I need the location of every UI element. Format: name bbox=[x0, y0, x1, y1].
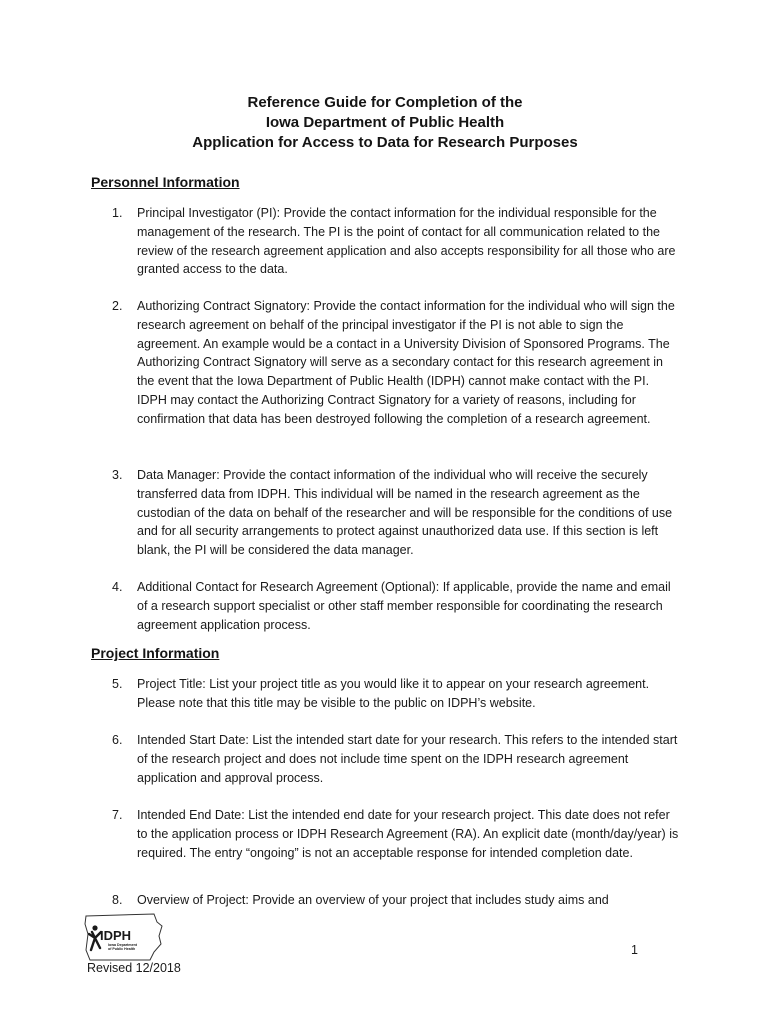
item-number: 3. bbox=[112, 468, 123, 482]
title-line: Application for Access to Data for Research Purposes bbox=[192, 134, 578, 151]
logo-subtext: Iowa Department bbox=[108, 943, 137, 947]
item-number: 5. bbox=[112, 677, 123, 691]
item-number: 4. bbox=[112, 580, 123, 594]
list-item bbox=[112, 675, 682, 713]
document-title bbox=[0, 93, 770, 153]
title-line: Iowa Department of Public Health bbox=[265, 114, 505, 131]
logo-subtext: of Public Health bbox=[108, 947, 136, 951]
list-item bbox=[112, 578, 682, 634]
item-text: Intended End Date: List the intended end date for your research project. This date does not refer to the application process or IDPH Research Agreement (RA). An explicit date (month/day/year) is required. The entry “ongoing” is not an acceptable response for intended completion date. bbox=[137, 808, 679, 860]
item-text: Authorizing Contract Signatory: Provide the contact information for the individual who will sign the research agreement on behalf of the principal investigator if the PI is not able to sign the agreement. An example would be a contact in a University Division of Sponsored Programs. The Authorizing Contract Signatory will serve as a secondary contact for this research agreement in the event that the Iowa Department of Public Health (IDPH) cannot make contact with the PI. IDPH may contact the Authorizing Contract Signatory for a variety of reasons, including for confirmation that data has been destroyed following the completion of a research agreement. bbox=[137, 299, 675, 426]
list-item bbox=[112, 466, 682, 560]
idph-logo bbox=[84, 910, 164, 962]
list-item bbox=[112, 731, 682, 787]
section-heading-project: Project Information bbox=[91, 645, 220, 661]
item-text: Overview of Project: Provide an overview of your project that includes study aims and bbox=[137, 893, 609, 907]
item-number: 6. bbox=[112, 733, 123, 747]
item-text: Additional Contact for Research Agreement (Optional): If applicable, provide the name and email of a research support specialist or other staff member responsible for coordinating the research agreement application process. bbox=[137, 580, 671, 632]
list-item bbox=[112, 806, 682, 862]
revised-date: Revised 12/2018 bbox=[87, 961, 181, 975]
list-item bbox=[112, 891, 682, 910]
item-text: Data Manager: Provide the contact information of the individual who will receive the securely transferred data from IDPH. This individual will be named in the research agreement as the custodian of the data on behalf of the researcher and will be responsible for the conditions of use and for all security arrangements to protect against unauthorized data use. If this section is left blank, the PI will be considered the data manager. bbox=[137, 468, 673, 558]
item-number: 7. bbox=[112, 808, 123, 822]
list-item bbox=[112, 297, 682, 429]
item-number: 2. bbox=[112, 299, 123, 313]
item-number: 1. bbox=[112, 206, 123, 220]
item-text: Project Title: List your project title as you would like it to appear on your research agreement. Please note that this title may be visible to the public on IDPH’s website. bbox=[137, 677, 650, 710]
item-text: Principal Investigator (PI): Provide the contact information for the individual responsible for the management of the research. The PI is the point of contact for all communication related to the review of the research agreement application and also accepts responsibility for all those who are granted access to the data. bbox=[137, 206, 676, 277]
item-number: 8. bbox=[112, 893, 123, 907]
section-heading-personnel: Personnel Information bbox=[91, 174, 240, 190]
logo-text: IDPH bbox=[100, 928, 132, 943]
page-number: 1 bbox=[631, 943, 638, 957]
list-item bbox=[112, 204, 682, 279]
title-line: Reference Guide for Completion of the bbox=[247, 94, 523, 111]
item-text: Intended Start Date: List the intended start date for your research. This refers to the intended start of the research project and does not include time spent on the IDPH research agreement application and approval process. bbox=[137, 733, 678, 785]
